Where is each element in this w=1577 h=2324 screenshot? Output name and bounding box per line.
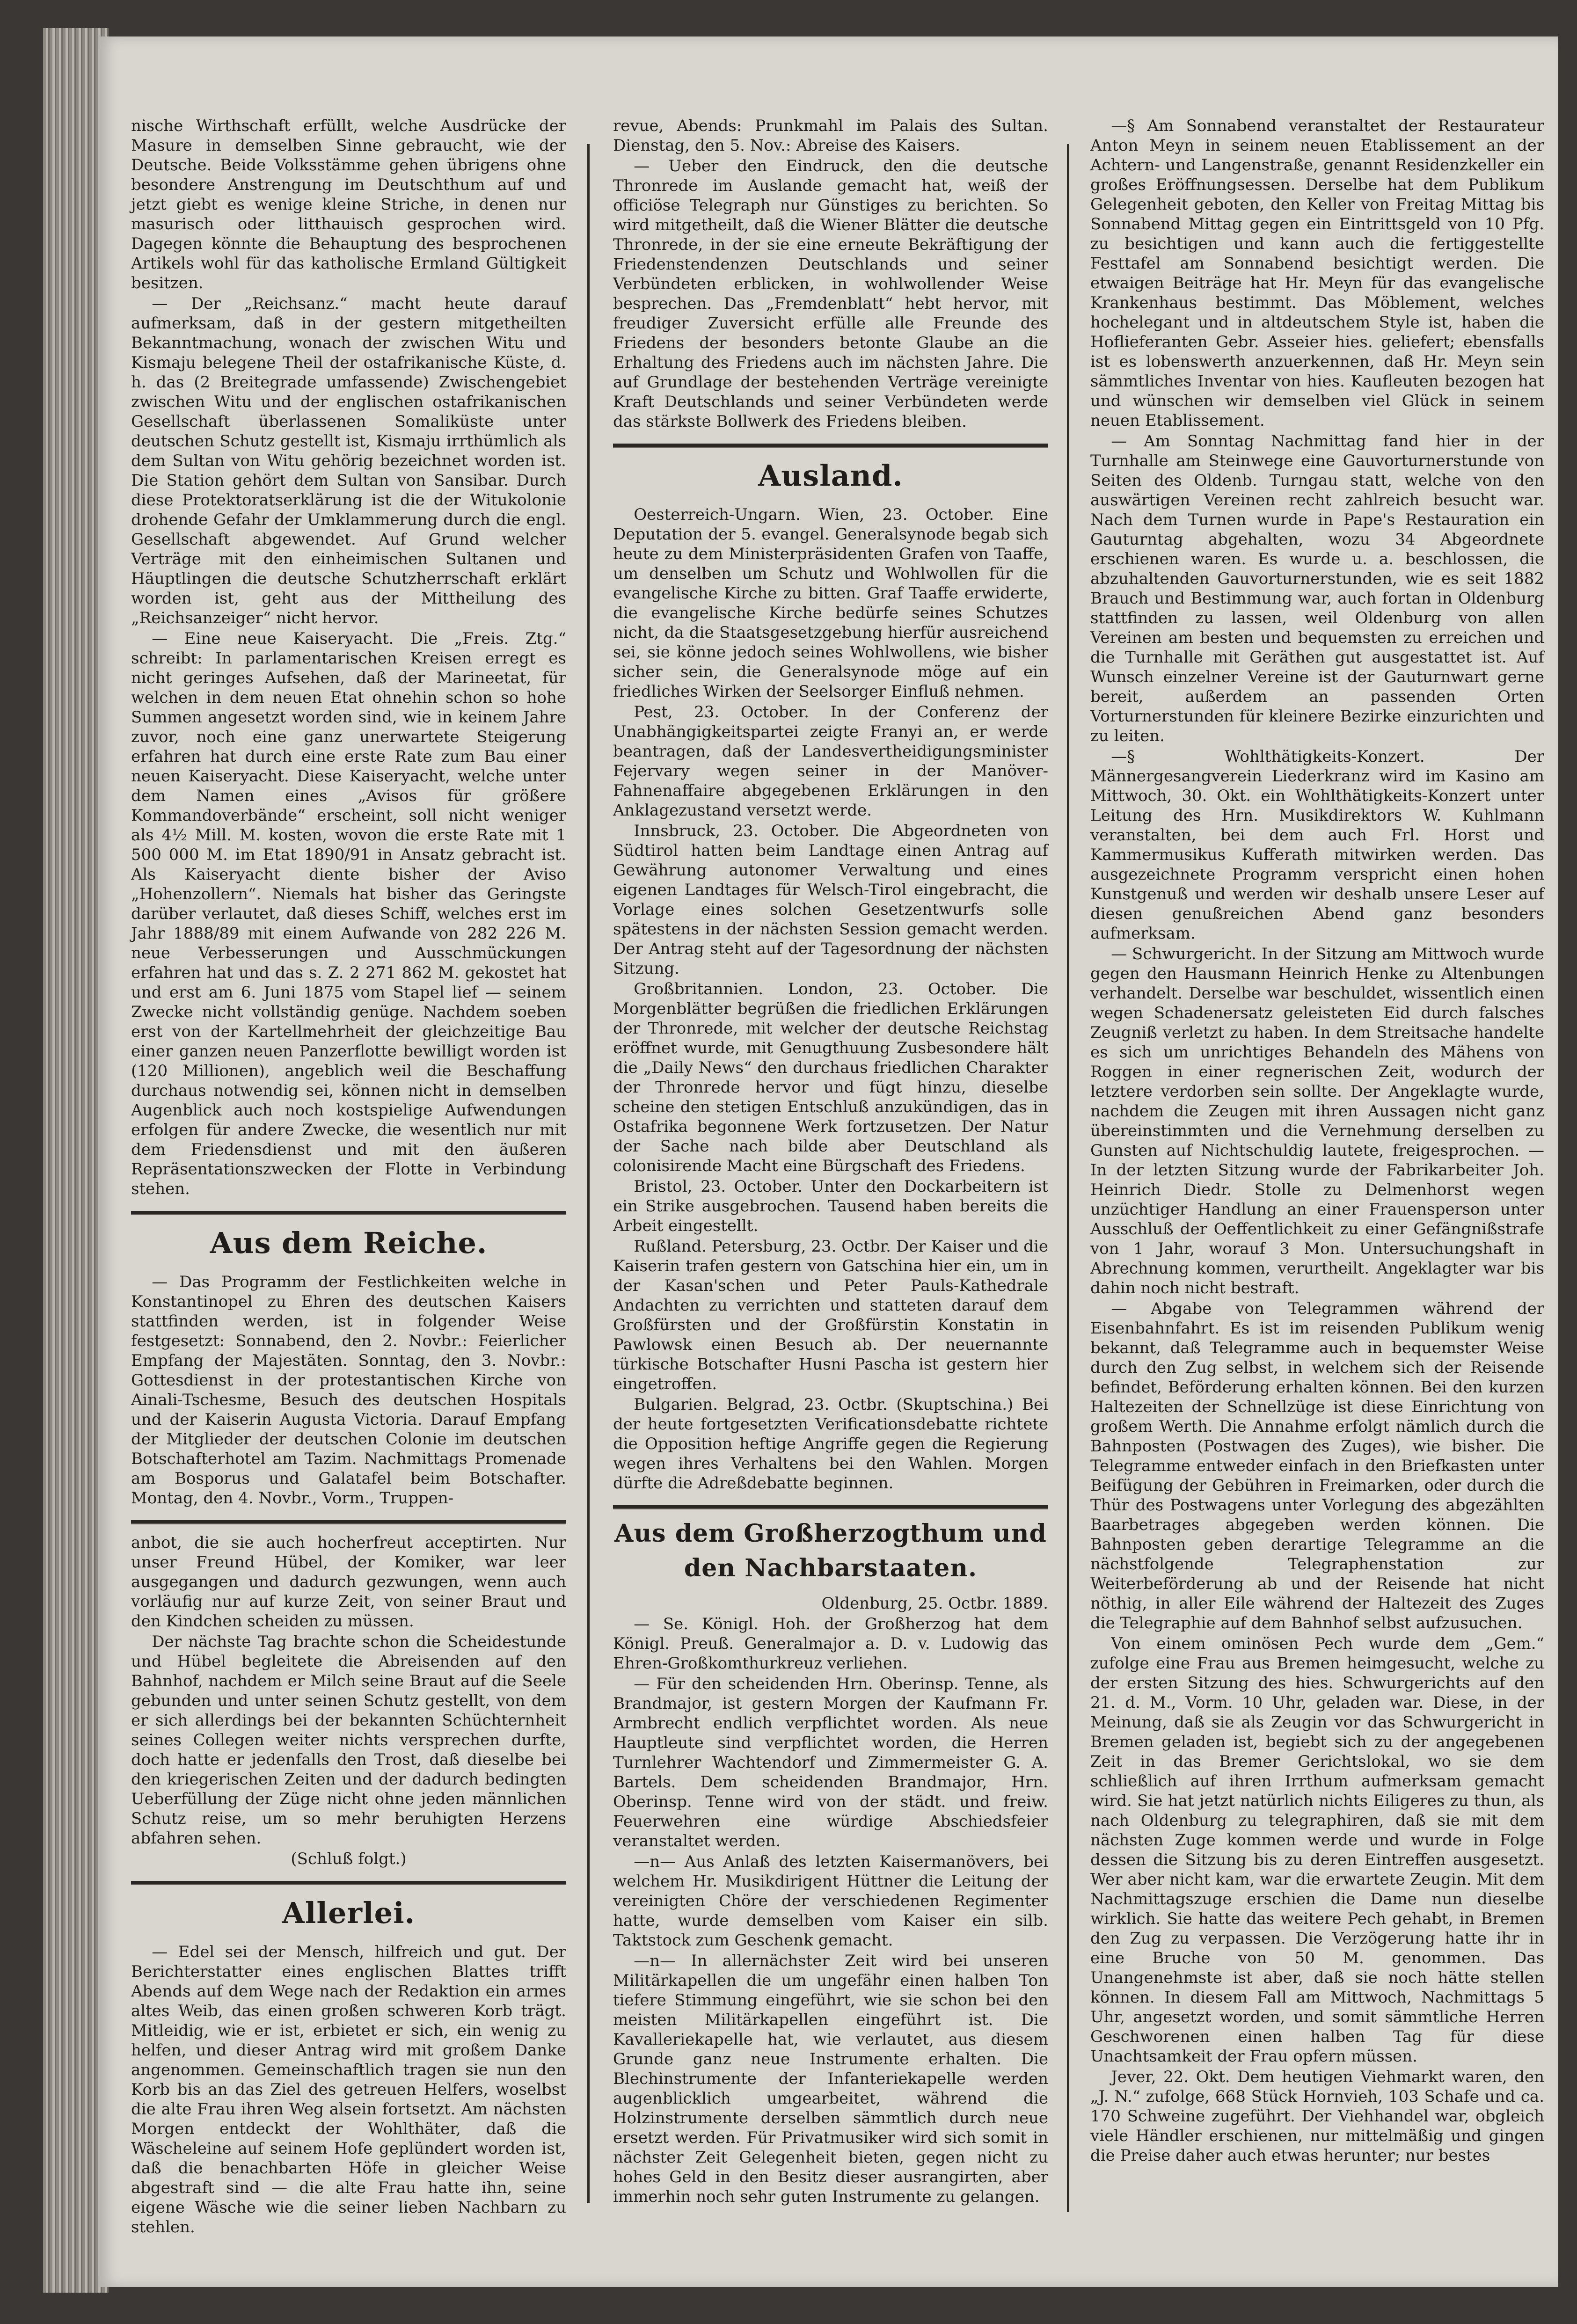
section-divider [613, 444, 1048, 448]
section-heading-allerlei: Allerlei. [282, 1896, 416, 1930]
column-rule-1 [587, 144, 590, 2203]
section-heading-reiche: Aus dem Reiche. [210, 1226, 488, 1260]
article-oesterreich: Oesterreich-Ungarn. Wien, 23. October. Eine Deputation der 5. evangel. Generalsynode begab sich heute zu dem Ministerpräsidenten Grafen von Taaffe, um denselben um Schutz und Wohlwollen für die evangelische Kirche zu bitten. Graf Taaffe erwiderte, die evangelische Kirche bedürfe seines Schutzes nicht, da die Staatsgesetzgebung hierfür ausreichend sei, sie könne jedoch seines Wohlwollens, wie bisher sicher sein, die Generalsynode möge auf ein friedliches Wirken der Seelsorger Einfluß nehmen. [613, 505, 1048, 701]
article-residenzkeller: —§ Am Sonnabend veranstaltet der Restaurateur Anton Meyn in seinem neuen Etablissement an der Achtern- und Langenstraße, genannt Residenzkeller ein großes Eröffnungsessen. Derselbe hat dem Publikum Gelegenheit geboten, den Keller von Freitag Mittag bis Sonnabend Mittag gegen ein Eintrittsgeld von 10 Pfg. zu besichtigen und kann auch die fertiggestellte Festtafel am Sonnabend besichtigt werden. Die etwaigen Beiträge hat Hr. Meyn für das evangelische Krankenhaus bestimmt. Das Möblement, welches hochelegant und in altdeutschem Style ist, haben die Hoflieferanten Gebr. Asseier hies. geliefert; ebensfalls ist es lobenswerth anzuerkennen, daß Hr. Meyn sein sämmtliches Inventar von hies. Kaufleuten bezogen hat und wünschen wir demselben viel Glück in seinem neuen Etablissement. [1090, 117, 1544, 430]
article-schwurgericht: — Schwurgericht. In der Sitzung am Mittwoch wurde gegen den Hausmann Heinrich Henke zu Altenbungen verhandelt. Derselbe war beschuldet, wissentlich einen wegen Schadenersatz geleisteten Eid durch falsches Zeugniß verletzt zu haben. In dem Streitsache handelte es sich um unrichtiges Behandeln des Mähens von Roggen in einer regnerischen Zeit, wodurch der letztere verdorben sein sollte. Der Angeklagte wurde, nachdem die Zeugen mit ihren Aussagen nicht ganz übereinstimmten und die Vernehmung derselben zu Gunsten auf Nichtschuldig lautete, freigesprochen. — In der letzten Sitzung wurde der Fabrikarbeiter Joh. Heinrich Diedr. Stolle zu Delmenhorst wegen unzüchtiger Handlung an einer Frauensperson unter Ausschluß der Oeffentlichkeit zu einer Gefängnißstrafe von 1 Jahr, worauf 3 Mon. Untersuchungshaft in Abrechnung kommen, verurtheilt. Angeklagter war bis dahin noch nicht bestraft. [1090, 945, 1544, 1297]
column-rule-2 [1067, 144, 1069, 2212]
article-pech: Von einem ominösen Pech wurde dem „Gem.“ zufolge eine Frau aus Bremen heimgesucht, welche zu der ersten Sitzung des hies. Schwurgerichts auf den 21. d. M., Vorm. 10 Uhr, geladen war. Diese, in der Meinung, daß sie als Zeugin vor das Schwurgericht in Bremen geladen ist, begiebt sich zu der angegebenen Zeit in das Bremer Gerichtslokal, wo sie dem schließlich auf ihren Irrthum aufmerksam gemacht wird. Sie hat jetzt natürlich nichts Eiligeres zu thun, als nach Oldenburg zu telegraphiren, daß sie mit dem nächsten Zuge kommen werde und wurde in Folge dessen die Sitzung bis zu deren Eintreffen ausgesetzt. Wer aber nicht kam, war die erwartete Zeugin. Mit dem Nachmittagszuge erschien die Dame nun dieselbe wirklich. Sie hatte das weitere Pech gehabt, in Bremen den Zug zu verpassen. Die Verzögerung hatte ihr in eine Bruche von 50 M. genommen. Das Unangenehmste ist aber, daß sie noch hätte stellen können. In diesem Fall am Mittwoch, Nachmittags 5 Uhr, angesetzt worden, und somit sämmtliche Herren Geschworenen einen halben Tag für diese Unachtsamkeit der Frau opfern müssen. [1090, 1634, 1544, 2066]
column-left [131, 116, 566, 2238]
section-heading-ausland: Ausland. [758, 459, 903, 493]
newspaper-page [98, 36, 1558, 2287]
article-grossherzog: — Se. Königl. Hoh. der Großherzog hat dem Königl. Preuß. Generalmajor a. D. v. Ludowig das Ehren-Großkomthurkreuz verliehen. [613, 1615, 1048, 1673]
section-divider [613, 1505, 1048, 1509]
article-turnhalle: — Am Sonntag Nachmittag fand hier in der Turnhalle am Steinwege eine Gauvorturnerstunde von Seiten des Oldenb. Turngau statt, welche von den auswärtigen Vereinen recht zahlreich besucht war. Nach dem Turnen wurde in Pape's Restauration ein Gauturntag abgehalten, wozu 34 Abgeordnete erschienen waren. Es wurde u. a. beschlossen, die abzuhaltenden Gauvorturnerstunden, wie es seit 1882 Brauch und Bestimmung war, auch fortan in Oldenburg stattfinden zu lassen, weil Oldenburg von allen Vereinen am besten und bequemsten zu erreichen und die Turnhalle mit Geräthen gut ausgestattet ist. Auf Wunsch einzelner Vereine ist der Gauturnwart gerne bereit, außerdem an passenden Orten Vorturnerstunden für kleinere Bezirke einzurichten und zu leiten. [1090, 432, 1544, 745]
article-pest: Pest, 23. October. In der Conferenz der Unabhängigkeitspartei zeigte Franyi an, er werde beantragen, daß der Landesvertheidigungsminister Fejervary wegen seiner in der Manöver-Fahnenaffaire abgegebenen Erklärungen in den Anklagezustand versetzt werde. [613, 703, 1048, 820]
article-kaiseryacht: — Eine neue Kaiseryacht. Die „Freis. Ztg.“ schreibt: In parlamentarischen Kreisen erregt es nicht geringes Aufsehen, daß der Marineetat, für welchen in dem neuen Etat ohnehin schon so hohe Summen angesetzt worden sind, wie in keinem Jahre zuvor, noch eine ganz unerwartete Steigerung erfahren hat durch eine erste Rate zum Bau einer neuen Kaiseryacht. Diese Kaiseryacht, welche unter dem Namen eines „Avisos für größere Kommandoverbände“ erscheint, soll nicht weniger als 4½ Mill. M. kosten, wovon die erste Rate mit 1 500 000 M. im Etat 1890/91 in Ansatz gebracht ist. Als Kaiseryacht diente bisher der Aviso „Hohenzollern“. Niemals hat bisher das Geringste darüber verlautet, daß dieses Schiff, welches erst im Jahr 1888/89 mit einem Aufwande von 282 226 M. neue Verbesserungen und Ausschmückungen erfahren hat und das s. Z. 2 271 862 M. gekostet hat und erst am 6. Juni 1875 vom Stapel lief — seinem Zwecke nicht vollständig genüge. Nachdem soeben erst von der Kartellmehrheit der gleichzeitige Bau einer ganzen neuen Panzerflotte bewilligt worden ist (120 Millionen), angeblich weil die Beschaffung durchaus notwendig sei, können nicht in demselben Augenblick auch noch kostspielige Aufwendungen erfolgen für andere Zwecke, die wesentlich nur mit dem Friedensdienst und mit den äußeren Repräsentationszwecken der Flotte in Verbindung stehen. [131, 629, 566, 1198]
article-thronrede: — Ueber den Eindruck, den die deutsche Thronrede im Auslande gemacht hat, weiß der officiöse Telegraph nur Günstiges zu berichten. So wird mitgetheilt, daß die Wiener Blätter die deutsche Thronrede, in der sie eine erneute Bekräftigung der Friedenstendenzen Deutschlands und seiner Verbündeten erblicken, in wohlwollender Weise besprechen. Das „Fremdenblatt“ hebt hervor, mit freudiger Zuversicht erfülle alle Freunde des Friedens der besonders betonte Glaube an die Erhaltung des Friedens auch im nächsten Jahre. Die auf Grundlage der bestehenden Verträge vereinigte Kraft Deutschlands und seiner Verbündeten werde das stärkste Bollwerk des Friedens bleiben. [613, 157, 1048, 431]
continuation-note: (Schluß folgt.) [291, 1850, 407, 1868]
section-divider [131, 1881, 566, 1885]
article-intro: nische Wirthschaft erfüllt, welche Ausdrücke der Masure in demselben Sinne gebraucht, wie der Deutsche. Beide Volksstämme gehen übrigens ohne besondere Anstrengung im Deutschthum auf und jetzt giebt es wenige kleine Striche, in denen nur masurisch oder litthauisch gesprochen wird. Dagegen könnte die Behauptung des besprochenen Artikels wohl für das katholische Ermland Gültigkeit besitzen. [131, 117, 566, 292]
section-divider [131, 1211, 566, 1215]
article-telegramme: — Abgabe von Telegrammen während der Eisenbahnfahrt. Es ist im reisenden Publikum wenig bekannt, daß Telegramme auch in bequemster Weise durch den Zug selbst, in welchem sich der Reisende befindet, Beförderung erhalten können. Bei den kurzen Haltezeiten der Schnellzüge ist diese Einrichtung von großem Werth. Die Annahme erfolgt nämlich durch die Bahnposten (Postwagen des Zuges), wie bisher. Die Telegramme entweder einfach in den Briefkasten unter Beifügung der Gebühren in Freimarken, oder durch die Thür des Postwagens unter Vorlegung des abgezählten Baarbetrages abgegeben werden können. Die Bahnposten geben derartige Telegramme an die nächstfolgende Telegraphenstation zur Weiterbeförderung ab und der Reisende hat nicht nöthig, in aller Eile während der Haltezeit des Zuges die Telegraphie auf dem Bahnhof selbst aufzusuchen. [1090, 1299, 1544, 1632]
article-revue: revue, Abends: Prunkmahl im Palais des Sultan. Dienstag, den 5. Nov.: Abreise des Kaisers. [613, 117, 1048, 155]
dateline: Oldenburg, 25. Octbr. 1889. [821, 1594, 1048, 1613]
section-heading-nachbarstaaten: den Nachbarstaaten. [684, 1554, 978, 1582]
article-allerlei: — Edel sei der Mensch, hilfreich und gut. Der Berichterstatter eines englischen Blattes trifft Abends auf dem Wege nach der Redaktion ein armes altes Weib, das einen großen schweren Korb trägt. Mitleidig, wie er ist, erbietet er sich, ein wenig zu helfen, und dieser Antrag wird mit großem Danke angenommen. Gemeinschaftlich tragen sie nun den Korb bis an das Ziel des getreuen Helfers, woselbst die alte Frau ihren Weg alsein fortsetzt. Am nächsten Morgen entdeckt der Wohlthäter, daß die Wäscheleine auf seinem Hofe geplündert worden ist, daß die benachbarten Höfe in gleicher Weise abgestraft sind — die alte Frau hatte ihn, seine eigene Wäsche wie die seiner lieben Nachbarn zu stehlen. [131, 1943, 566, 2237]
article-kaisermanoever: —n— Aus Anlaß des letzten Kaisermanövers, bei welchem Hr. Musikdirigent Hüttner die Leitung der vereinigten Chöre der verschiedenen Regimenter hatte, wurde demselben vom Kaiser ein silb. Taktstock zum Geschenk gemacht. [613, 1852, 1048, 1950]
article-reichsanzeiger: — Der „Reichsanz.“ macht heute darauf aufmerksam, daß in der gestern mitgetheilten Bekanntmachung, wonach der zwischen Witu und Kismaju belegene Theil der ostafrikanische Küste, d. h. das (2 Breitegrade umfassende) Zwischengebiet zwischen Witu und der englischen ostafrikanischen Gesellschaft überlassenen Somaliküste unter deutschen Schutz gestellt ist, Kismaju irrthümlich als dem Sultan von Witu gehörig bezeichnet worden ist. Die Station gehört dem Sultan von Sansibar. Durch diese Protektoratserklärung ist die der Witukolonie drohende Gefahr der Umklammerung durch die engl. Gesellschaft abgewendet. Auf Grund welcher Verträge mit den einheimischen Sultanen und Häuptlingen die deutsche Schutzherrschaft erklärt worden ist, geht aus der Mittheilung des „Reichsanzeiger“ nicht hervor. [131, 294, 566, 627]
column-middle [613, 116, 1048, 2207]
article-brandmajor: — Für den scheidenden Hrn. Oberinsp. Tenne, als Brandmajor, ist gestern Morgen der Kaufmann Fr. Armbrecht endlich verpflichtet worden. Als neue Hauptleute sind verpflichtet worden, die Herren Turnlehrer Wachtendorf und Zimmermeister G. A. Bartels. Dem scheidenden Brandmajor, Hrn. Oberinsp. Tenne wird von der städt. und freiw. Feuerwehren eine würdige Abschiedsfeier veranstaltet werden. [613, 1675, 1048, 1850]
feuilleton-part1: anbot, die sie auch hocherfreut acceptirten. Nur unser Freund Hübel, der Komiker, war leer ausgegangen und dadurch gezwungen, wenn auch vorläufig nur auf kurze Zeit, von seiner Braut und den Kindchen scheiden zu müssen. [131, 1533, 566, 1631]
article-militaerkapellen: —n— In allernächster Zeit wird bei unseren Militärkapellen die um ungefähr einen halben Ton tiefere Stimmung eingeführt, wie sie schon bei den meisten Militärkapellen eingeführt ist. Die Kavalleriekapelle hat, wie verlautet, aus diesem Grunde ganz neue Instrumente erhalten. Die Blechinstrumente der Infanteriekapelle werden augenblicklich umgearbeitet, während die Holzinstrumente derselben sämmtlich durch neue ersetzt werden. Für Privatmusiker wird sich somit in nächster Zeit Gelegenheit bieten, gegen nicht zu hohes Geld in den Besitz dieser ausrangirten, aber immerhin noch sehr guten Instrumente zu gelangen. [613, 1952, 1048, 2206]
article-russland: Rußland. Petersburg, 23. Octbr. Der Kaiser und die Kaiserin trafen gestern von Gatschina hier ein, um in der Kasan'schen und Peter Pauls-Kathedrale Andachten zu verrichten und statteten darauf dem Großfürsten und der Großfürstin Konstatin in Pawlowsk einen Besuch ab. Der neuernannte türkische Botschafter Husni Pascha ist gestern hier eingetroffen. [613, 1237, 1048, 1393]
section-divider [131, 1520, 566, 1524]
article-grossbritannien: Großbritannien. London, 23. October. Die Morgenblätter begrüßen die friedlichen Erklärungen der Thronrede, mit welcher der deutsche Reichstag eröffnet wurde, mit Genugthuung Zusbesondere hält die „Daily News“ den durchaus friedlichen Charakter der Thronrede hervor und fügt hinzu, dieselbe scheine den stetigen Entschluß anzukündigen, das in Ostafrika begonnene Werk fortzusetzen. Der Natur der Sache nach bilde aber Deutschland als colonisirende Macht eine Bürgschaft des Friedens. [613, 980, 1048, 1175]
article-jever: Jever, 22. Okt. Dem heutigen Viehmarkt waren, den „J. N.“ zufolge, 668 Stück Hornvieh, 103 Schafe und ca. 170 Schweine zugeführt. Der Viehhandel war, obgleich viele Händler erschienen, nur mittelmäßig und gingen die Preise daher auch etwas herunter; nur bestes [1090, 2068, 1544, 2165]
article-innsbruck: Innsbruck, 23. October. Die Abgeordneten von Südtirol hatten beim Landtage einen Antrag auf Gewährung autonomer Verwaltung und eines eigenen Landtages für Welsch-Tirol eingebracht, die Vorlage eines solchen Gesetzentwurfs solle spätestens in der nächsten Session gemacht werden. Der Antrag steht auf der Tagesordnung der nächsten Sitzung. [613, 822, 1048, 978]
article-programm: — Das Programm der Festlichkeiten welche in Konstantinopel zu Ehren des deutschen Kaisers stattfinden werden, ist in folgender Weise festgesetzt: Sonnabend, den 2. Novbr.: Feierlicher Empfang der Majestäten. Sonntag, den 3. Novbr.: Gottesdienst in der protestantischen Kirche von Ainali-Tschesme, Besuch des deutschen Hospitals und der Kaiserin Augusta Victoria. Darauf Empfang der Mitglieder der deutschen Colonie im deutschen Botschafterhotel am Tazim. Nachmittags Promenade am Bosporus und Galatafel beim Botschafter. Montag, den 4. Novbr., Vorm., Truppen- [131, 1273, 566, 1508]
feuilleton-part2: Der nächste Tag brachte schon die Scheidestunde und Hübel begleitete die Abreisenden auf den Bahnhof, nachdem er Milch seine Braut auf die Seele gebunden und unter seinen Schutz gestellt, von dem er sich allerdings bei der bekannten Schüchternheit seines Collegen weiter nichts versprechen durfte, doch hatte er jedenfalls den Trost, daß dieselbe bei den kriegerischen Zeiten und der dadurch bedingten Ueberfüllung der Züge nicht ohne jeden männlichen Schutz reise, um so mehr beruhigten Herzens abfahren sehen. [131, 1632, 566, 1848]
section-heading-grossherzogthum: Aus dem Großherzogthum und [614, 1519, 1047, 1548]
article-konzert: —§ Wohlthätigkeits-Konzert. Der Männergesangverein Liederkranz wird im Kasino am Mittwoch, 30. Okt. ein Wohlthätigkeits-Konzert unter Leitung des Hrn. Musikdirektors W. Kuhlmann veranstalten, bei dem auch Frl. Horst und Kammermusikus Kufferath mitwirken werden. Das ausgezeichnete Programm verspricht einen hohen Kunstgenuß und werden wir deshalb unsere Leser auf diesen genußreichen Abend ganz besonders aufmerksam. [1090, 747, 1544, 943]
article-bulgarien: Bulgarien. Belgrad, 23. Octbr. (Skuptschina.) Bei der heute fortgesetzten Verificationsdebatte richtete die Opposition heftige Angriffe gegen die Regierung wegen ihres Verhaltens bei den Wahlen. Morgen dürfte die Adreßdebatte beginnen. [613, 1395, 1048, 1493]
article-bristol: Bristol, 23. October. Unter den Dockarbeitern ist ein Strike ausgebrochen. Tausend haben bereits die Arbeit eingestellt. [613, 1177, 1048, 1235]
column-right [1090, 116, 1544, 2166]
